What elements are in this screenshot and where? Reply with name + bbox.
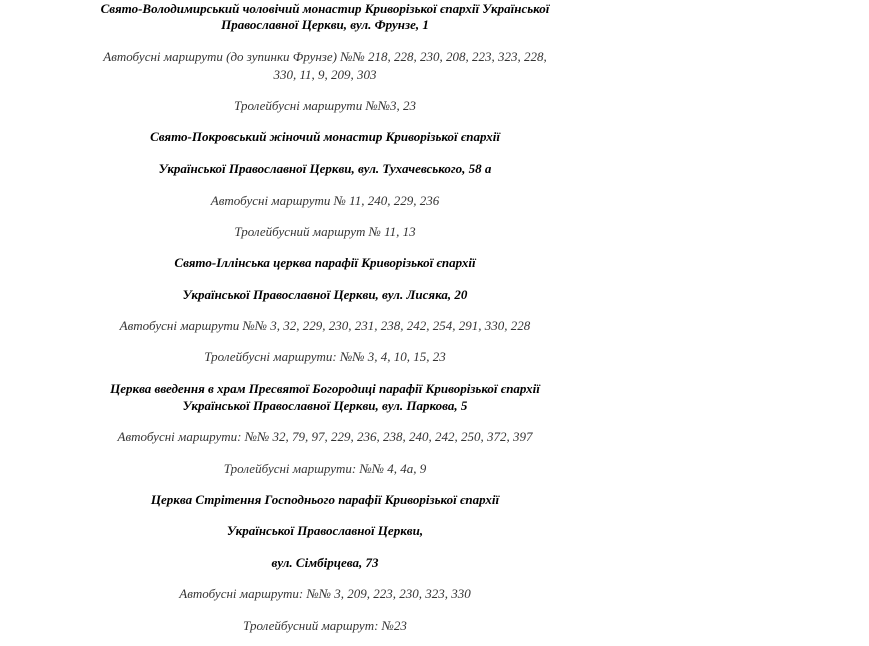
entry-3-bus-routes: Автобусні маршрути №№ 3, 32, 229, 230, 231, 238, 242, 254, 291, 330, 228 <box>119 318 531 333</box>
entry-1-bus-routes-line-1: Автобусні маршрути (до зупинки Фрунзе) №№ 218, 228, 230, 208, 223, 323, 228, <box>103 49 547 64</box>
entry-2-trolley-routes: Тролейбусний маршрут № 11, 13 <box>234 224 416 239</box>
entry-4-title-line-1: Церква введення в храм Пресвятої Богородиці парафії Криворізької єпархії <box>110 381 540 396</box>
entry-5-trolley-routes: Тролейбусний маршрут: №23 <box>243 618 407 633</box>
entry-2-title-line-2: Української Православної Церкви, вул. Тухачевського, 58 а <box>158 161 492 176</box>
entry-4-bus-routes: Автобусні маршрути: №№ 32, 79, 97, 229, 236, 238, 240, 242, 250, 372, 397 <box>117 429 533 444</box>
entry-5-title-line-3: вул. Сімбірцева, 73 <box>271 555 379 570</box>
entry-3-trolley-routes: Тролейбусні маршрути: №№ 3, 4, 10, 15, 23 <box>204 349 446 364</box>
entry-5-title-line-2: Української Православної Церкви, <box>226 523 424 538</box>
entry-1-trolley-routes: Тролейбусні маршрути №№3, 23 <box>234 98 416 113</box>
entry-1-bus-routes-line-2: 330, 11, 9, 209, 303 <box>273 67 377 82</box>
entry-5-bus-routes: Автобусні маршрути: №№ 3, 209, 223, 230, 323, 330 <box>179 586 471 601</box>
entry-1-title-line-1: Свято-Володимирський чоловічий монастир Криворізької єпархії Української <box>100 1 550 16</box>
entry-3-title-line-2: Української Православної Церкви, вул. Лисяка, 20 <box>182 287 468 302</box>
entry-2-bus-routes: Автобусні маршрути № 11, 240, 229, 236 <box>210 193 440 208</box>
entry-1-title-line-2: Православної Церкви, вул. Фрунзе, 1 <box>221 17 429 32</box>
entry-4-trolley-routes: Тролейбусні маршрути: №№ 4, 4а, 9 <box>223 461 427 476</box>
entry-4-title-line-2: Української Православної Церкви, вул. Паркова, 5 <box>182 398 468 413</box>
entry-3-title-line-1: Свято-Іллінська церква парафії Криворізької єпархії <box>174 255 476 270</box>
entry-5-title-line-1: Церква Стрітення Господнього парафії Криворізької єпархії <box>150 492 500 507</box>
entry-2-title-line-1: Свято-Покровський жіночий монастир Криворізької єпархії <box>150 129 500 144</box>
